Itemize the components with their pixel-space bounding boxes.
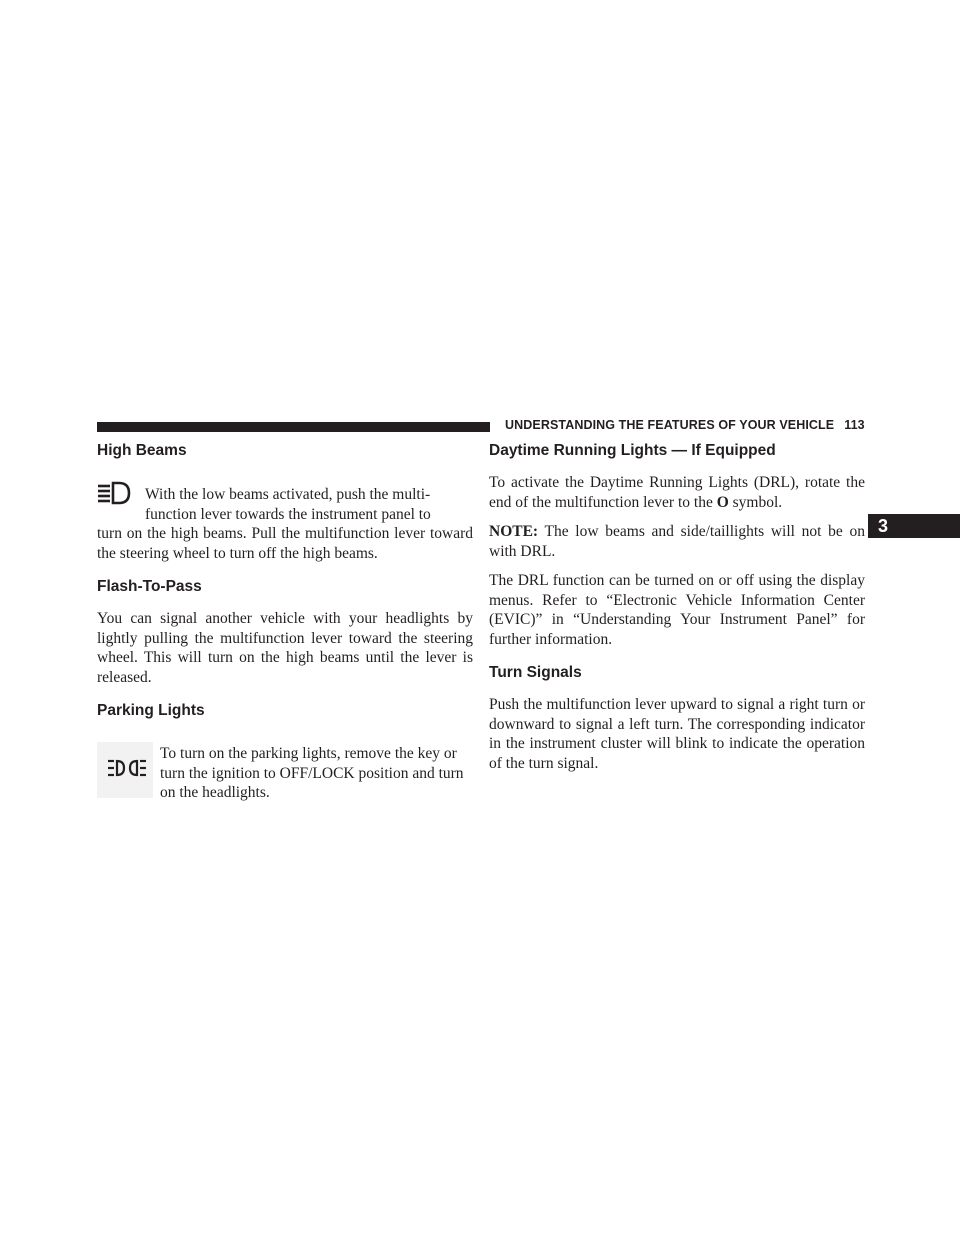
drl-para-2: The DRL function can be turned on or off using the display menus. Refer to “Electronic Vehicle Information Center (EVIC)” in “Understanding Your Instrument Panel” for further information.	[489, 572, 865, 648]
running-header	[505, 418, 865, 432]
drl-para-1-before: To activate the Daytime Running Lights (DRL), rotate the end of the multifunction lever to the	[489, 474, 865, 511]
note-text: The low beams and side/taillights will not be on with DRL.	[489, 523, 865, 560]
drl-note	[489, 522, 865, 561]
right-column	[489, 439, 865, 773]
high-beams-para: turn on the high beams. Pull the multifunction lever toward the steering wheel to turn off the high beams.	[97, 525, 473, 562]
parking-lights-para: To turn on the parking lights, remove the key or turn the ignition to OFF/LOCK position and turn on the headlights.	[160, 745, 464, 801]
drl-o-symbol: O	[716, 493, 729, 511]
header-title: UNDERSTANDING THE FEATURES OF YOUR VEHICLE	[505, 418, 835, 432]
drl-para-1-after: symbol.	[728, 493, 783, 511]
parking-lights-icon	[97, 742, 153, 798]
drl-para-1	[489, 473, 865, 512]
heading-high-beams: High Beams	[97, 442, 187, 459]
heading-parking-lights: Parking Lights	[97, 702, 205, 719]
parking-lights-block	[97, 744, 473, 803]
turn-signals-para: Push the multifunction lever upward to signal a right turn or downward to signal a left turn. The corresponding indicator in the instrument cluster will blink to indicate the operation of the turn signal.	[489, 696, 865, 772]
high-beams-block	[97, 485, 473, 563]
flash-to-pass-para: You can signal another vehicle with your headlights by lightly pulling the multifunction lever toward the steering wheel. This will turn on the high beams until the lever is released.	[97, 610, 473, 686]
header-rule	[97, 422, 490, 432]
chapter-tab: 3	[868, 514, 960, 538]
heading-turn-signals: Turn Signals	[489, 664, 582, 681]
heading-drl: Daytime Running Lights — If Equipped	[489, 442, 776, 459]
high-beams-line-1: With the low beams activated, push the multi-	[145, 486, 431, 503]
page-number: 113	[844, 418, 865, 432]
heading-flash-to-pass: Flash-To-Pass	[97, 578, 202, 595]
high-beam-icon	[97, 481, 131, 505]
note-label: NOTE:	[489, 523, 539, 540]
high-beams-line-2: function lever towards the instrument panel to	[145, 505, 431, 523]
left-column	[97, 439, 473, 803]
